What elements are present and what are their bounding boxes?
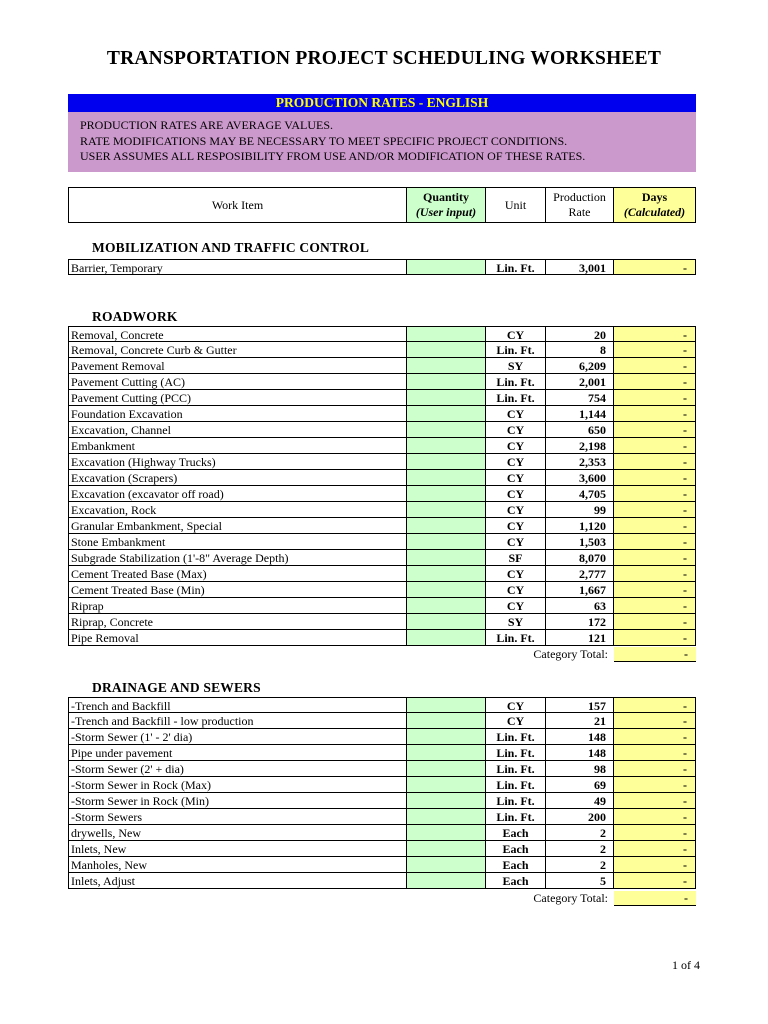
production-rate-cell: 1,503 [546,534,614,550]
unit-cell: CY [486,406,546,422]
work-item-cell: Pavement Cutting (AC) [68,374,406,390]
unit-cell: Lin. Ft. [486,761,546,777]
quantity-input-cell[interactable] [406,374,486,390]
work-item-cell: Pipe under pavement [68,745,406,761]
category-total-label: Category Total: [533,891,608,905]
production-rate-cell: 2 [546,841,614,857]
quantity-input-cell[interactable] [406,873,486,889]
production-rate-cell: 21 [546,713,614,729]
quantity-input-cell[interactable] [406,470,486,486]
days-cell: - [614,502,696,518]
days-cell: - [614,374,696,390]
production-rate-cell: 99 [546,502,614,518]
work-item-cell: Excavation, Rock [68,502,406,518]
work-item-cell: Excavation (Scrapers) [68,470,406,486]
work-item-cell: Riprap, Concrete [68,614,406,630]
disclaimer-line: PRODUCTION RATES ARE AVERAGE VALUES. [80,118,334,132]
table-row [68,390,696,406]
table-row [68,873,696,889]
work-item-cell: Subgrade Stabilization (1'-8" Average Depth) [68,550,406,566]
table-row [68,598,696,614]
quantity-input-cell[interactable] [406,550,486,566]
production-rate-cell: 2,001 [546,374,614,390]
work-item-cell: -Trench and Backfill - low production [68,713,406,729]
work-item-cell: Removal, Concrete [68,326,406,342]
days-cell: - [614,390,696,406]
table-row [68,841,696,857]
quantity-input-cell[interactable] [406,630,486,646]
quantity-input-cell[interactable] [406,358,486,374]
production-rate-cell: 49 [546,793,614,809]
section-heading: DRAINAGE AND SEWERS [92,680,261,695]
table-row [68,857,696,873]
section-heading: MOBILIZATION AND TRAFFIC CONTROL [92,240,370,255]
unit-cell: CY [486,697,546,713]
work-item-cell: Embankment [68,438,406,454]
work-item-cell: -Trench and Backfill [68,697,406,713]
table-row [68,326,696,342]
table-header [68,187,696,223]
days-cell: - [614,809,696,825]
work-item-cell: Excavation (Highway Trucks) [68,454,406,470]
quantity-input-cell[interactable] [406,259,486,275]
table-row [68,825,696,841]
unit-cell: CY [486,713,546,729]
days-cell: - [614,550,696,566]
table-row [68,342,696,358]
header-unit-label: Unit [504,197,527,212]
days-cell: - [614,534,696,550]
section-heading: ROADWORK [92,309,178,324]
quantity-input-cell[interactable] [406,713,486,729]
table-row [68,809,696,825]
disclaimer-line: RATE MODIFICATIONS MAY BE NECESSARY TO MEET SPECIFIC PROJECT CONDITIONS. [80,133,568,148]
table-row [68,374,696,390]
unit-cell: Each [486,857,546,873]
production-rate-cell: 2,777 [546,566,614,582]
days-cell: - [614,729,696,745]
days-cell: - [614,358,696,374]
table-row [68,713,696,729]
production-rate-cell: 5 [546,873,614,889]
unit-cell: Lin. Ft. [486,342,546,358]
work-item-cell: -Storm Sewer (1' - 2' dia) [68,729,406,745]
production-rate-cell: 754 [546,390,614,406]
days-cell: - [614,454,696,470]
quantity-input-cell[interactable] [406,697,486,713]
work-item-cell: Excavation, Channel [68,422,406,438]
table-row [68,761,696,777]
work-item-cell: -Storm Sewer in Rock (Min) [68,793,406,809]
quantity-input-cell[interactable] [406,793,486,809]
table-row [68,630,696,646]
quantity-input-cell[interactable] [406,598,486,614]
unit-cell: Lin. Ft. [486,729,546,745]
days-cell: - [614,342,696,358]
work-item-cell: Pavement Removal [68,358,406,374]
header-rate-label-2: Rate [568,205,591,219]
quantity-input-cell[interactable] [406,825,486,841]
unit-cell: SY [486,614,546,630]
header-work-item-label: Work Item [211,197,264,212]
unit-cell: CY [486,566,546,582]
production-rate-cell: 8,070 [546,550,614,566]
work-item-cell: Granular Embankment, Special [68,518,406,534]
production-rate-cell: 6,209 [546,358,614,374]
table-row [68,259,696,275]
table-row [68,406,696,422]
days-cell: - [614,614,696,630]
production-rate-cell: 63 [546,598,614,614]
table-row [68,550,696,566]
header-quantity-sub: (User input) [415,205,477,219]
production-rate-cell: 3,001 [546,259,614,275]
table-row [68,486,696,502]
days-cell: - [614,582,696,598]
days-cell: - [614,873,696,889]
header-unit [486,187,546,223]
work-item-cell: Riprap [68,598,406,614]
work-item-cell: Foundation Excavation [68,406,406,422]
page-title: TRANSPORTATION PROJECT SCHEDULING WORKSHEET [106,48,662,69]
production-rate-cell: 2,353 [546,454,614,470]
production-rate-cell: 148 [546,745,614,761]
work-item-cell: Inlets, Adjust [68,873,406,889]
work-item-cell: Excavation (excavator off road) [68,486,406,502]
unit-cell: SF [486,550,546,566]
quantity-input-cell[interactable] [406,326,486,342]
production-rate-cell: 1,120 [546,518,614,534]
days-cell: - [614,697,696,713]
quantity-input-cell[interactable] [406,406,486,422]
disclaimer-box [68,112,696,172]
unit-cell: Lin. Ft. [486,777,546,793]
quantity-input-cell[interactable] [406,438,486,454]
unit-cell: Each [486,825,546,841]
unit-cell: Lin. Ft. [486,630,546,646]
days-cell: - [614,777,696,793]
unit-cell: Lin. Ft. [486,390,546,406]
production-rate-cell: 148 [546,729,614,745]
quantity-input-cell[interactable] [406,566,486,582]
production-rate-cell: 2 [546,825,614,841]
table-row [68,502,696,518]
quantity-input-cell[interactable] [406,745,486,761]
table-row [68,582,696,598]
work-item-cell: -Storm Sewer (2' + dia) [68,761,406,777]
page-number: 1 of 4 [672,958,700,972]
unit-cell: CY [486,534,546,550]
days-cell: - [614,259,696,275]
table-row [68,745,696,761]
days-cell: - [614,470,696,486]
unit-cell: Lin. Ft. [486,793,546,809]
unit-cell: Lin. Ft. [486,259,546,275]
unit-cell: CY [486,598,546,614]
unit-cell: CY [486,438,546,454]
table-row [68,438,696,454]
unit-cell: Each [486,841,546,857]
unit-cell: CY [486,502,546,518]
quantity-input-cell[interactable] [406,518,486,534]
header-rate-label: Production [553,190,606,204]
table-row [68,614,696,630]
quantity-input-cell[interactable] [406,614,486,630]
production-rate-cell: 1,144 [546,406,614,422]
days-cell: - [614,841,696,857]
days-cell: - [614,761,696,777]
work-item-cell: Cement Treated Base (Max) [68,566,406,582]
work-item-cell: Inlets, New [68,841,406,857]
days-cell: - [614,486,696,502]
production-rate-cell: 3,600 [546,470,614,486]
production-rate-cell: 121 [546,630,614,646]
production-rate-cell: 69 [546,777,614,793]
work-item-cell: Removal, Concrete Curb & Gutter [68,342,406,358]
quantity-input-cell[interactable] [406,761,486,777]
unit-cell: Lin. Ft. [486,374,546,390]
unit-cell: CY [486,454,546,470]
quantity-input-cell[interactable] [406,502,486,518]
table-row [68,470,696,486]
work-item-cell: Cement Treated Base (Min) [68,582,406,598]
days-cell: - [614,438,696,454]
production-rate-cell: 20 [546,326,614,342]
category-total-value: - [614,647,696,662]
quantity-input-cell[interactable] [406,486,486,502]
header-rate [546,187,614,223]
table-row [68,358,696,374]
table-row [68,566,696,582]
days-cell: - [614,422,696,438]
days-cell: - [614,825,696,841]
work-item-cell: -Storm Sewers [68,809,406,825]
table-row [68,518,696,534]
table-row [68,454,696,470]
production-rate-cell: 200 [546,809,614,825]
days-cell: - [614,793,696,809]
production-rate-cell: 650 [546,422,614,438]
days-cell: - [614,598,696,614]
work-item-cell: Stone Embankment [68,534,406,550]
quantity-input-cell[interactable] [406,454,486,470]
quantity-input-cell[interactable] [406,422,486,438]
header-quantity [406,187,486,223]
unit-cell: CY [486,486,546,502]
unit-cell: Lin. Ft. [486,745,546,761]
unit-cell: CY [486,582,546,598]
header-days-sub: (Calculated) [623,205,686,219]
production-rate-cell: 1,667 [546,582,614,598]
days-cell: - [614,566,696,582]
production-rate-cell: 8 [546,342,614,358]
section-banner: PRODUCTION RATES - ENGLISH [68,94,696,112]
quantity-input-cell[interactable] [406,729,486,745]
unit-cell: CY [486,422,546,438]
days-cell: - [614,713,696,729]
production-rate-cell: 157 [546,697,614,713]
production-rate-cell: 4,705 [546,486,614,502]
days-cell: - [614,857,696,873]
days-cell: - [614,326,696,342]
work-item-cell: drywells, New [68,825,406,841]
header-quantity-label: Quantity [422,190,469,204]
quantity-input-cell[interactable] [406,534,486,550]
quantity-input-cell[interactable] [406,777,486,793]
header-work-item [68,187,406,223]
quantity-input-cell[interactable] [406,809,486,825]
unit-cell: Each [486,873,546,889]
quantity-input-cell[interactable] [406,582,486,598]
category-total-label: Category Total: [533,647,608,661]
work-item-cell: Pipe Removal [68,630,406,646]
header-days [614,187,696,223]
table-row [68,422,696,438]
production-rate-cell: 2 [546,857,614,873]
production-rate-cell: 98 [546,761,614,777]
disclaimer-line: USER ASSUMES ALL RESPOSIBILITY FROM USE AND/OR MODIFICATION OF THESE RATES. [80,149,586,164]
work-item-cell: Barrier, Temporary [68,259,406,275]
unit-cell: SY [486,358,546,374]
quantity-input-cell[interactable] [406,857,486,873]
days-cell: - [614,406,696,422]
quantity-input-cell[interactable] [406,390,486,406]
table-row [68,729,696,745]
days-cell: - [614,630,696,646]
category-total-value: - [614,891,696,906]
table-row [68,534,696,550]
table-row [68,793,696,809]
unit-cell: CY [486,326,546,342]
header-days-label: Days [641,190,668,204]
production-rate-cell: 172 [546,614,614,630]
quantity-input-cell[interactable] [406,841,486,857]
production-rate-cell: 2,198 [546,438,614,454]
days-cell: - [614,745,696,761]
work-item-cell: Pavement Cutting (PCC) [68,390,406,406]
category-total-row [68,647,696,662]
category-total-row [68,891,696,906]
unit-cell: Lin. Ft. [486,809,546,825]
work-item-cell: Manholes, New [68,857,406,873]
unit-cell: CY [486,470,546,486]
unit-cell: CY [486,518,546,534]
work-item-cell: -Storm Sewer in Rock (Max) [68,777,406,793]
table-row [68,697,696,713]
quantity-input-cell[interactable] [406,342,486,358]
days-cell: - [614,518,696,534]
table-row [68,777,696,793]
